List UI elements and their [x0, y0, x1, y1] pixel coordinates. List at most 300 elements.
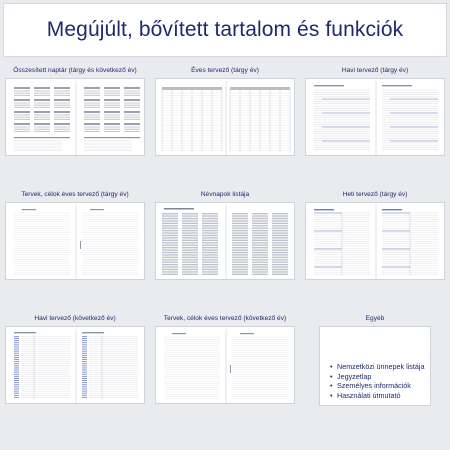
name-row	[232, 216, 248, 217]
name-row	[182, 225, 198, 226]
list-item: • Használati útmutató	[330, 390, 401, 400]
day-row	[124, 107, 140, 108]
name-row	[202, 259, 218, 260]
month-header	[14, 123, 30, 125]
name-row	[232, 245, 248, 246]
day-row	[104, 117, 120, 118]
name-row	[232, 239, 248, 240]
name-row	[182, 233, 198, 234]
page-title: Megújúlt, bővített tartalom és funkciók	[46, 18, 404, 41]
day-row	[84, 131, 100, 132]
name-row	[202, 247, 218, 248]
day-row	[84, 95, 100, 96]
name-row	[202, 250, 218, 251]
date-mark	[14, 393, 19, 394]
name-row	[202, 271, 218, 272]
date-mark	[14, 340, 19, 341]
month-header	[14, 87, 30, 89]
name-row	[252, 230, 268, 231]
date-mark	[82, 391, 87, 392]
date-mark	[82, 349, 87, 350]
date-mark	[14, 363, 19, 364]
date-mark	[14, 355, 19, 356]
name-row	[162, 250, 178, 251]
panel-other	[305, 314, 445, 406]
day-row	[84, 105, 100, 106]
legend-line	[84, 137, 140, 138]
name-row	[272, 225, 288, 226]
day-row	[104, 129, 120, 130]
name-row	[232, 247, 248, 248]
panel-label: Egyéb	[365, 315, 385, 322]
name-row	[252, 225, 268, 226]
name-row	[252, 232, 268, 233]
name-row	[232, 240, 248, 241]
name-row	[182, 261, 198, 262]
day-row	[54, 103, 70, 104]
panel-label: Éves tervező (tárgy év)	[191, 67, 259, 74]
date-mark	[14, 338, 19, 339]
day-row	[104, 107, 120, 108]
name-row	[232, 222, 248, 223]
month-title	[14, 332, 36, 333]
date-mark	[82, 336, 87, 337]
name-row	[202, 267, 218, 268]
name-row	[202, 244, 218, 245]
date-mark	[14, 384, 19, 385]
name-row	[202, 230, 218, 231]
date-mark	[14, 365, 19, 366]
day-row	[84, 91, 100, 92]
name-row	[272, 269, 288, 270]
name-row	[162, 249, 178, 250]
day-row	[104, 95, 120, 96]
name-row	[182, 250, 198, 251]
day-row	[104, 91, 120, 92]
panel-label: Összesített naptár (tárgy és következő év)	[13, 67, 137, 74]
name-row	[162, 225, 178, 226]
date-mark	[82, 340, 87, 341]
name-row	[182, 267, 198, 268]
name-row	[162, 245, 178, 246]
name-row	[182, 228, 198, 229]
day-row	[14, 105, 30, 106]
name-row	[272, 228, 288, 229]
date-mark	[14, 370, 19, 371]
name-row	[202, 240, 218, 241]
name-row	[272, 218, 288, 219]
name-row	[182, 220, 198, 221]
name-row	[232, 218, 248, 219]
name-row	[252, 240, 268, 241]
day-row	[124, 93, 140, 94]
date-mark	[14, 353, 19, 354]
name-row	[182, 222, 198, 223]
name-row	[252, 245, 268, 246]
month-header	[34, 99, 50, 101]
name-row	[162, 218, 178, 219]
date-mark	[14, 351, 19, 352]
name-row	[232, 232, 248, 233]
name-row	[202, 257, 218, 258]
thumbnail-weekly-planner	[305, 202, 445, 280]
name-row	[202, 239, 218, 240]
name-row	[162, 257, 178, 258]
day-row	[124, 115, 140, 116]
date-mark	[82, 386, 87, 387]
month-header	[14, 99, 30, 101]
day-row	[104, 127, 120, 128]
name-row	[182, 252, 198, 253]
date-mark	[14, 347, 19, 348]
day-row	[124, 95, 140, 96]
day-row	[14, 127, 30, 128]
name-row	[182, 249, 198, 250]
name-row	[252, 274, 268, 275]
name-row	[162, 227, 178, 228]
name-row	[252, 239, 268, 240]
name-row	[232, 233, 248, 234]
name-row	[162, 233, 178, 234]
day-row	[14, 115, 30, 116]
name-row	[232, 220, 248, 221]
day-row	[124, 127, 140, 128]
month-title	[314, 85, 344, 86]
date-mark	[14, 380, 19, 381]
name-row	[202, 256, 218, 257]
vertical-mark	[80, 241, 81, 249]
name-row	[202, 249, 218, 250]
day-row	[34, 105, 50, 106]
name-row	[272, 244, 288, 245]
date-mark	[14, 344, 19, 345]
date-mark	[82, 382, 87, 383]
name-row	[202, 216, 218, 217]
date-mark	[82, 397, 87, 398]
name-row	[272, 213, 288, 214]
bullet-icon: •	[330, 371, 333, 381]
name-row	[272, 262, 288, 263]
name-row	[272, 271, 288, 272]
name-row	[252, 273, 268, 274]
date-mark	[82, 384, 87, 385]
name-row	[252, 262, 268, 263]
name-row	[182, 239, 198, 240]
name-row	[182, 237, 198, 238]
name-row	[182, 235, 198, 236]
header-band	[162, 87, 222, 90]
day-row	[84, 129, 100, 130]
day-row	[124, 105, 140, 106]
day-row	[14, 93, 30, 94]
name-row	[252, 267, 268, 268]
day-row	[54, 129, 70, 130]
name-row	[232, 274, 248, 275]
name-row	[252, 222, 268, 223]
week-title	[314, 209, 334, 210]
day-row	[84, 115, 100, 116]
day-row	[104, 103, 120, 104]
name-row	[232, 223, 248, 224]
thumbnail-yearly-planner	[155, 78, 295, 156]
day-row	[104, 131, 120, 132]
name-row	[232, 257, 248, 258]
name-row	[202, 237, 218, 238]
month-header	[54, 123, 70, 125]
name-row	[232, 250, 248, 251]
name-row	[232, 261, 248, 262]
thumbnail-calendar	[5, 78, 145, 156]
name-row	[232, 235, 248, 236]
day-row	[34, 115, 50, 116]
section-title	[172, 333, 186, 334]
name-row	[252, 220, 268, 221]
day-row	[54, 115, 70, 116]
name-row	[252, 215, 268, 216]
date-mark	[82, 372, 87, 373]
name-row	[272, 237, 288, 238]
name-row	[252, 264, 268, 265]
name-row	[252, 257, 268, 258]
name-row	[182, 266, 198, 267]
panel-monthly-planner	[305, 66, 445, 156]
date-mark	[82, 338, 87, 339]
panel-label: Tervek, célok éves tervező (következő év)	[163, 315, 287, 322]
month-header	[124, 87, 140, 89]
name-row	[272, 261, 288, 262]
day-row	[14, 131, 30, 132]
name-row	[232, 259, 248, 260]
name-row	[252, 223, 268, 224]
date-mark	[82, 393, 87, 394]
name-row	[272, 247, 288, 248]
name-row	[272, 216, 288, 217]
panel-label: Heti tervező (tárgy év)	[342, 191, 408, 198]
name-row	[202, 215, 218, 216]
name-row	[182, 259, 198, 260]
name-row	[272, 274, 288, 275]
month-header	[84, 111, 100, 113]
panel-yearly-planner	[155, 66, 295, 156]
panel-label: Névnapok listája	[200, 191, 250, 198]
name-row	[182, 242, 198, 243]
day-row	[54, 117, 70, 118]
month-header	[84, 87, 100, 89]
date-mark	[82, 380, 87, 381]
date-mark	[14, 342, 19, 343]
name-row	[202, 261, 218, 262]
day-row	[14, 117, 30, 118]
name-row	[252, 254, 268, 255]
month-header	[104, 123, 120, 125]
name-row	[182, 256, 198, 257]
date-mark	[82, 395, 87, 396]
name-row	[252, 247, 268, 248]
name-row	[162, 232, 178, 233]
month-title	[382, 85, 412, 86]
date-mark	[14, 391, 19, 392]
day-row	[34, 129, 50, 130]
name-row	[272, 266, 288, 267]
month-header	[124, 123, 140, 125]
date-mark	[14, 382, 19, 383]
month-header	[84, 99, 100, 101]
panel-label: Havi tervező (tárgy év)	[341, 67, 409, 74]
list-item: • Jegyzetlap	[330, 371, 372, 381]
day-row	[54, 105, 70, 106]
name-row	[272, 220, 288, 221]
name-row	[162, 271, 178, 272]
name-row	[202, 213, 218, 214]
name-row	[162, 269, 178, 270]
list-title	[164, 208, 194, 210]
month-header	[124, 111, 140, 113]
month-header	[104, 99, 120, 101]
day-row	[34, 103, 50, 104]
day-row	[54, 131, 70, 132]
day-row	[124, 103, 140, 104]
day-row	[84, 107, 100, 108]
day-row	[14, 107, 30, 108]
name-row	[202, 266, 218, 267]
panel-summary-calendar	[5, 66, 145, 156]
name-row	[252, 261, 268, 262]
name-row	[232, 266, 248, 267]
date-mark	[82, 359, 87, 360]
day-row	[84, 127, 100, 128]
panel-label: Tervek, célok éves tervező (tárgy év)	[21, 191, 129, 198]
name-row	[252, 227, 268, 228]
vertical-mark	[230, 365, 231, 373]
name-row	[182, 215, 198, 216]
name-row	[182, 247, 198, 248]
name-row	[232, 244, 248, 245]
name-row	[232, 252, 248, 253]
name-row	[272, 252, 288, 253]
date-mark	[82, 344, 87, 345]
date-mark	[14, 336, 19, 337]
name-row	[162, 235, 178, 236]
section-title	[240, 333, 254, 334]
name-row	[232, 228, 248, 229]
header-banner	[3, 3, 447, 57]
name-row	[272, 233, 288, 234]
day-row	[14, 119, 30, 120]
name-row	[162, 237, 178, 238]
name-row	[182, 269, 198, 270]
name-row	[162, 215, 178, 216]
day-row	[84, 119, 100, 120]
date-mark	[82, 353, 87, 354]
name-row	[272, 240, 288, 241]
name-row	[272, 267, 288, 268]
name-row	[232, 227, 248, 228]
name-row	[202, 232, 218, 233]
name-row	[162, 273, 178, 274]
section-title	[90, 209, 104, 210]
month-header	[104, 111, 120, 113]
day-row	[104, 105, 120, 106]
date-mark	[82, 347, 87, 348]
date-mark	[82, 376, 87, 377]
name-row	[162, 266, 178, 267]
name-row	[202, 273, 218, 274]
name-row	[232, 225, 248, 226]
day-row	[104, 93, 120, 94]
name-row	[182, 274, 198, 275]
name-row	[162, 239, 178, 240]
date-mark	[82, 374, 87, 375]
panel-goals-next	[155, 314, 295, 404]
name-row	[272, 256, 288, 257]
name-row	[272, 250, 288, 251]
name-row	[232, 254, 248, 255]
thumbnail-goals-next	[155, 326, 295, 404]
name-row	[202, 264, 218, 265]
day-row	[54, 119, 70, 120]
day-row	[124, 129, 140, 130]
bullet-icon: •	[330, 381, 333, 390]
name-row	[162, 223, 178, 224]
month-header	[34, 123, 50, 125]
name-row	[202, 262, 218, 263]
name-row	[162, 230, 178, 231]
name-row	[182, 245, 198, 246]
month-title	[82, 332, 104, 333]
name-row	[252, 266, 268, 267]
name-row	[272, 223, 288, 224]
name-row	[182, 218, 198, 219]
name-row	[182, 216, 198, 217]
name-row	[272, 257, 288, 258]
date-mark	[82, 365, 87, 366]
name-row	[202, 227, 218, 228]
bullet-icon: •	[330, 362, 333, 371]
month-header	[34, 87, 50, 89]
name-row	[252, 228, 268, 229]
name-row	[272, 249, 288, 250]
date-mark	[14, 357, 19, 358]
panel-label: Havi tervező (következő év)	[34, 315, 116, 322]
name-row	[272, 245, 288, 246]
name-row	[202, 274, 218, 275]
day-row	[84, 93, 100, 94]
name-row	[162, 264, 178, 265]
date-mark	[82, 342, 87, 343]
name-row	[272, 222, 288, 223]
name-row	[182, 273, 198, 274]
name-row	[162, 242, 178, 243]
name-row	[272, 230, 288, 231]
day-row	[54, 91, 70, 92]
date-mark	[14, 361, 19, 362]
legend-line	[14, 137, 70, 138]
thumbnail-goals-current	[5, 202, 145, 280]
name-row	[252, 259, 268, 260]
panel-monthly-next	[5, 314, 145, 404]
day-row	[124, 119, 140, 120]
day-row	[34, 107, 50, 108]
name-row	[202, 242, 218, 243]
name-row	[202, 252, 218, 253]
day-row	[34, 117, 50, 118]
day-row	[14, 91, 30, 92]
date-mark	[14, 386, 19, 387]
name-row	[272, 273, 288, 274]
name-row	[232, 215, 248, 216]
date-mark	[14, 372, 19, 373]
name-row	[162, 222, 178, 223]
